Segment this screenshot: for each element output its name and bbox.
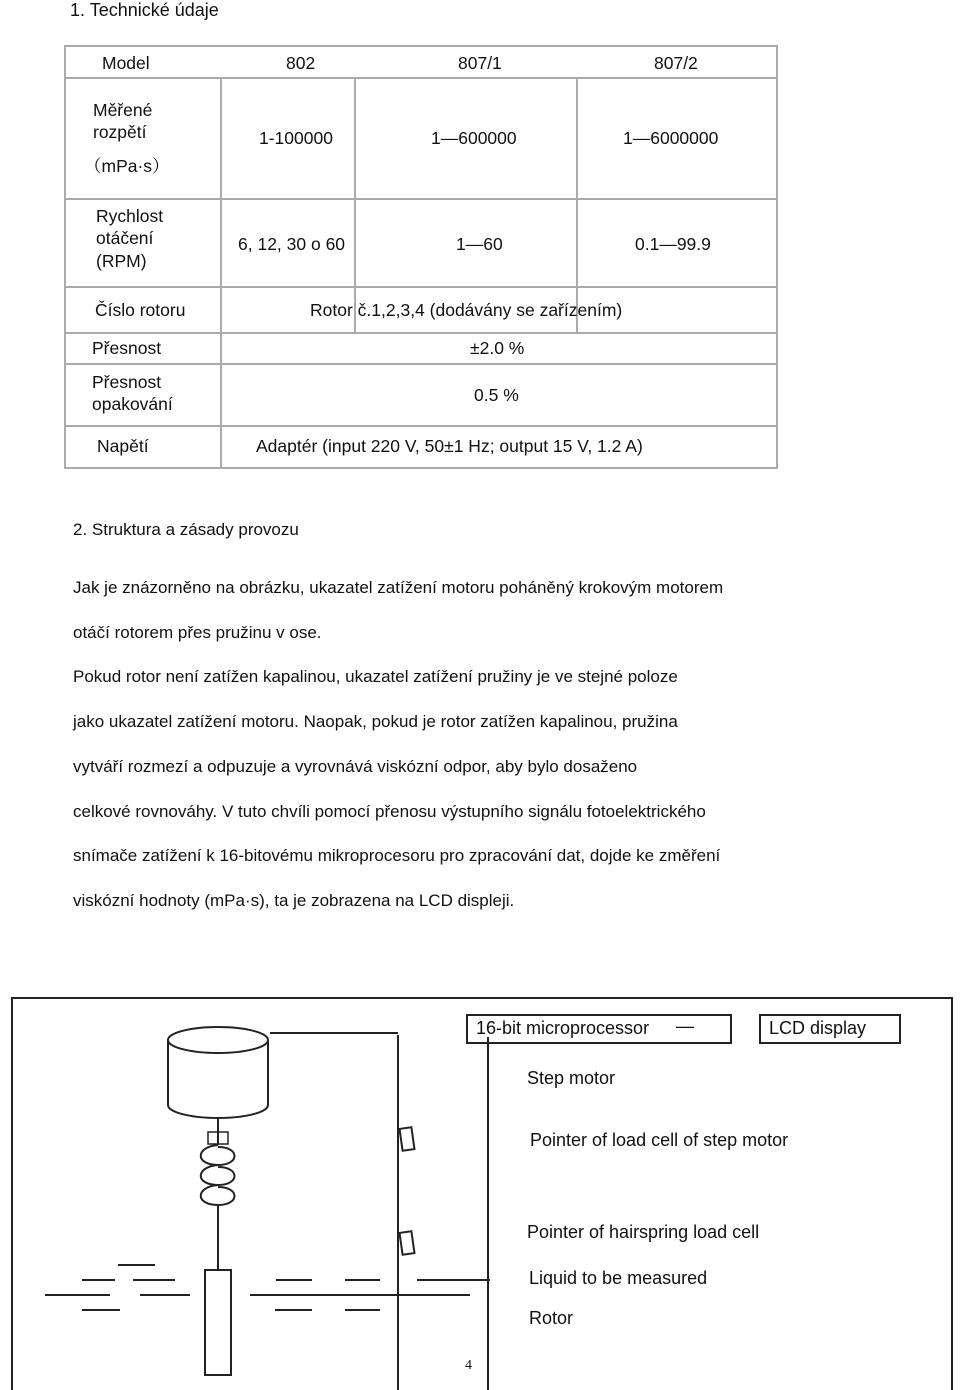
lcd-display-box	[759, 1014, 901, 1044]
paragraph-line: viskózní hodnoty (mPa·s), ta je zobrazena na LCD displeji.	[73, 891, 515, 910]
accuracy-value: ±2.0 %	[470, 338, 525, 358]
range-802: 1-100000	[259, 128, 333, 148]
diagram-frame	[12, 998, 952, 1390]
speed-802: 6, 12, 30 o 60	[238, 234, 346, 254]
paragraph-line: snímače zatížení k 16-bitovému mikroprocesoru pro zpracování dat, dojde ke změření	[73, 846, 721, 865]
paragraph-line: vytváří rozmezí a odpuzuje a vyrovnává viskózní odpor, aby bylo dosaženo	[73, 757, 638, 776]
step-motor-label: Step motor	[527, 1068, 616, 1088]
paragraph-line: Pokud rotor není zatížen kapalinou, ukazatel zatížení pružiny je ve stejné poloze	[73, 667, 678, 686]
speed-label-1: Rychlost	[96, 206, 164, 226]
speed-807-2: 0.1—99.9	[635, 234, 711, 254]
voltage-value: Adaptér (input 220 V, 50±1 Hz; output 15 V, 1.2 A)	[256, 436, 643, 456]
range-label-2: rozpětí	[93, 122, 147, 142]
accuracy-label: Přesnost	[92, 338, 162, 358]
section-2-heading: 2. Struktura a zásady provozu	[73, 520, 299, 539]
spec-table	[64, 45, 776, 467]
table-rule	[64, 77, 776, 79]
speed-label-3: (RPM)	[96, 251, 147, 271]
range-807-2: 1—6000000	[623, 128, 719, 148]
rotor-label: Číslo rotoru	[95, 300, 186, 320]
page-number: 4	[465, 1358, 472, 1373]
table-rule	[64, 363, 776, 365]
rotor-value: Rotor č.1,2,3,4 (dodávány se zařízením)	[310, 300, 623, 320]
table-rule	[576, 77, 578, 333]
range-label-1: Měřené	[93, 100, 153, 120]
table-rule	[64, 425, 776, 427]
paragraph-line: celkové rovnováhy. V tuto chvíli pomocí přenosu výstupního signálu fotoelektrického	[73, 802, 706, 821]
liquid-label: Liquid to be measured	[529, 1268, 708, 1288]
range-807-1: 1—600000	[431, 128, 517, 148]
header-802: 802	[286, 53, 316, 73]
microprocessor-label: 16-bit microprocessor	[476, 1018, 650, 1038]
table-rule	[220, 77, 222, 467]
header-807-2: 807/2	[654, 53, 698, 73]
repeat-label-1: Přesnost	[92, 372, 162, 392]
pointer-hairspring-label: Pointer of hairspring load cell	[527, 1222, 760, 1242]
header-807-1: 807/1	[458, 53, 502, 73]
diagram-drawing	[0, 995, 960, 1390]
voltage-label: Napětí	[97, 436, 149, 456]
viscometer-diagram	[0, 995, 960, 1390]
liquid-lines	[45, 1265, 490, 1310]
table-rule	[64, 286, 776, 288]
paragraph-line: Jak je znázorněno na obrázku, ukazatel zatížení motoru poháněný krokovým motorem	[73, 578, 724, 597]
repeat-value: 0.5 %	[474, 385, 519, 405]
table-rule	[64, 332, 776, 334]
paragraph-line: jako ukazatel zatížení motoru. Naopak, pokud je rotor zatížen kapalinou, pružina	[73, 712, 678, 731]
hairspring	[201, 1145, 235, 1205]
connector-dash: —	[676, 1016, 694, 1036]
microprocessor-box	[466, 1014, 732, 1044]
repeat-label-2: opakování	[92, 394, 173, 414]
table-rule	[64, 198, 776, 200]
rotor-label: Rotor	[529, 1308, 574, 1328]
header-model: Model	[102, 53, 150, 73]
rotor-shape	[205, 1270, 231, 1375]
speed-label-2: otáčení	[96, 228, 154, 248]
table-rule	[354, 77, 356, 333]
section-1-heading: 1. Technické údaje	[70, 0, 219, 20]
paragraph-line: otáčí rotorem přes pružinu v ose.	[73, 623, 322, 642]
speed-807-1: 1—60	[456, 234, 503, 254]
pointer-sensors	[400, 1127, 415, 1254]
range-label-3: （mPa·s）	[84, 156, 170, 176]
pointer-step-motor-label: Pointer of load cell of step motor	[530, 1130, 789, 1150]
lcd-display-label: LCD display	[769, 1018, 867, 1038]
step-motor-top	[168, 1027, 268, 1053]
